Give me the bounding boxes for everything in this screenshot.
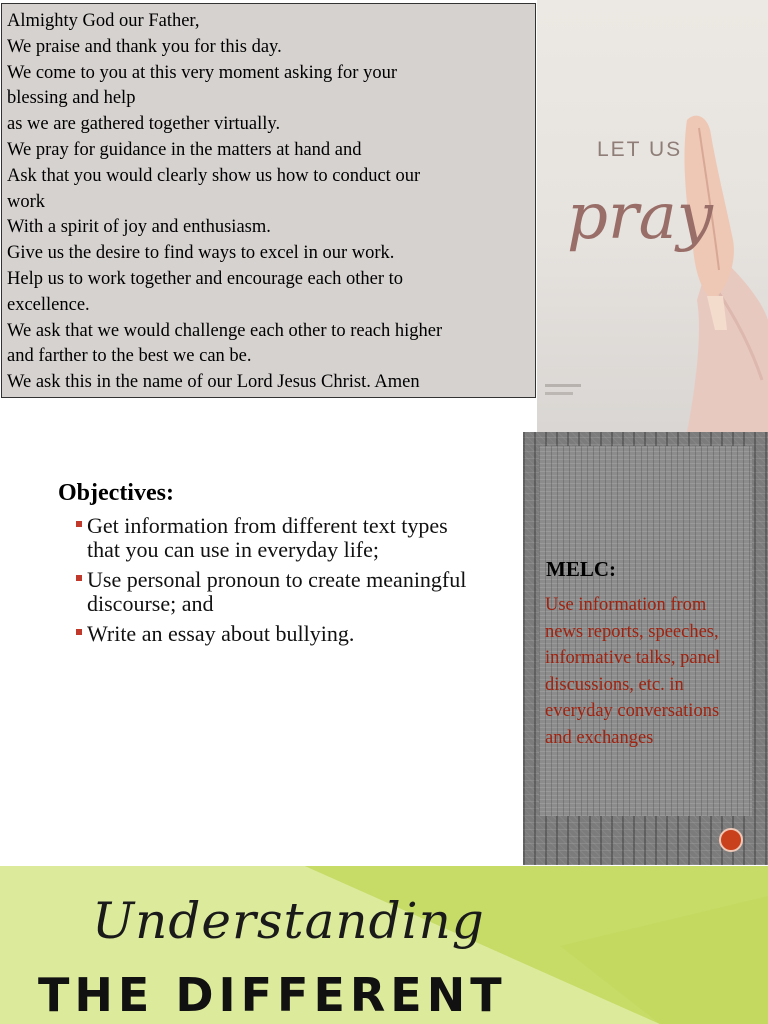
- prayer-line: With a spirit of joy and enthusiasm.: [7, 217, 271, 238]
- prayer-line: We pray for guidance in the matters at hand and: [7, 139, 362, 160]
- let-us-text: LET US: [597, 138, 683, 161]
- let-us-pray-image: [537, 0, 768, 432]
- objective-text: Use personal pronoun to create meaningful discourse; and: [87, 567, 467, 616]
- prayer-line: We ask that we would challenge each other to reach higher: [7, 320, 443, 341]
- prayer-line: work: [7, 191, 46, 212]
- objective-item: [76, 622, 476, 646]
- script-heading: Understanding: [92, 892, 485, 950]
- prayer-line: Help us to work together and encourage each other to: [7, 268, 404, 289]
- prayer-line: Ask that you would clearly show us how to conduct our: [7, 165, 421, 186]
- square-bullet-icon: [76, 629, 82, 635]
- circle-bullet-icon: [719, 828, 743, 852]
- objective-text: Write an essay about bullying.: [87, 621, 355, 646]
- prayer-line: We praise and thank you for this day.: [7, 36, 282, 57]
- square-bullet-icon: [76, 521, 82, 527]
- prayer-line: as we are gathered together virtually.: [7, 114, 281, 135]
- square-bullet-icon: [76, 575, 82, 581]
- objectives-list: [76, 514, 476, 652]
- pray-script-text: pray: [567, 180, 713, 254]
- prayer-line: We ask this in the name of our Lord Jesus Christ. Amen: [7, 372, 420, 393]
- prayer-line: blessing and help: [7, 88, 136, 109]
- praying-hands-illustration: [537, 0, 768, 432]
- prayer-line: We come to you at this very moment asking for your: [7, 62, 398, 83]
- prayer-line: and farther to the best we can be.: [7, 346, 252, 367]
- bold-heading: THE DIFFERENT: [38, 968, 507, 1022]
- credit-mark-2: [545, 392, 573, 395]
- prayer-line: Almighty God our Father,: [7, 11, 200, 31]
- melc-panel: [523, 432, 768, 865]
- objective-item: [76, 514, 476, 562]
- title-slide: [0, 866, 768, 1024]
- prayer-line: Give us the desire to find ways to excel in our work.: [7, 243, 395, 264]
- prayer-text-box: [1, 3, 536, 398]
- objectives-title: Objectives:: [58, 480, 174, 506]
- melc-title: MELC:: [546, 557, 616, 581]
- credit-mark-1: [545, 384, 581, 387]
- prayer-line: excellence.: [7, 294, 90, 315]
- objective-text: Get information from different text types that you can use in everyday life;: [87, 513, 448, 562]
- objective-item: [76, 568, 476, 616]
- melc-body: Use information from news reports, speeches, informative talks, panel discussions, etc. in everyday conversations and exchanges: [545, 595, 721, 748]
